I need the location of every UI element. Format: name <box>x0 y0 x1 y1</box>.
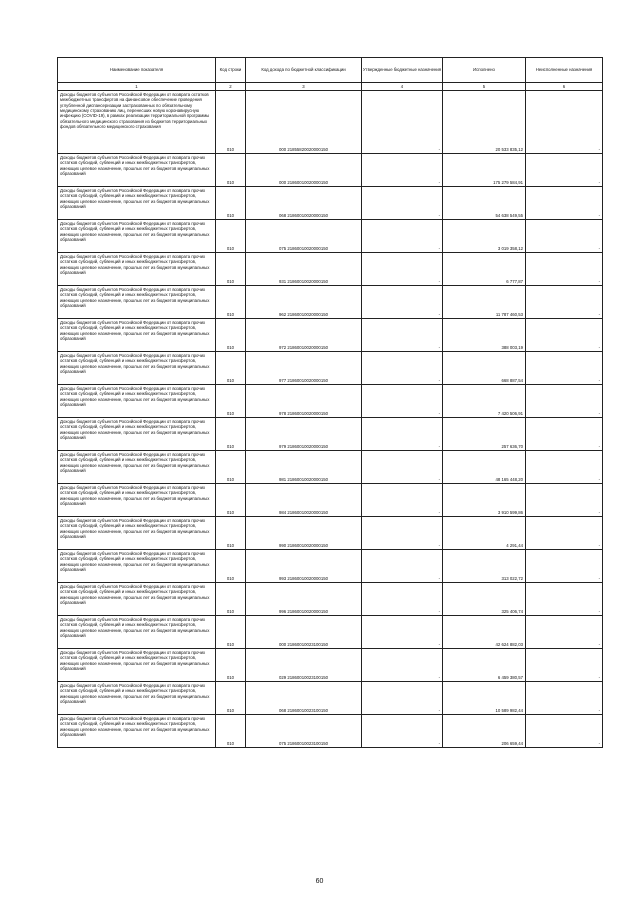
row-unexecuted: - <box>526 253 603 286</box>
row-execution: 668 887,54 <box>443 352 526 385</box>
row-execution: 42 624 882,03 <box>443 616 526 649</box>
row-approved: - <box>362 352 443 385</box>
table-row <box>58 385 603 418</box>
row-execution: 257 636,70 <box>443 418 526 451</box>
table-row <box>58 154 603 187</box>
row-name: Доходы бюджетов субъектов Российской Федерации от возврата прочих остатков субсидий, субвенций и иных межбюджетных трансфертов, имеющих целевое назначение, прошлых лет из бюджетов муниципальных образований <box>58 616 216 649</box>
row-unexecuted: - <box>526 649 603 682</box>
row-approved: - <box>362 319 443 352</box>
row-name: Доходы бюджетов субъектов Российской Федерации от возврата прочих остатков субсидий, субвенций и иных межбюджетных трансфертов, имеющих целевое назначение, прошлых лет из бюджетов муниципальных образований <box>58 187 216 220</box>
row-kbk: 979 21860010020000150 <box>246 418 362 451</box>
row-kbk: 000 21860010023100150 <box>246 616 362 649</box>
row-approved: - <box>362 91 443 154</box>
row-name: Доходы бюджетов субъектов Российской Федерации от возврата прочих остатков субсидий, субвенций и иных межбюджетных трансфертов, имеющих целевое назначение, прошлых лет из бюджетов муниципальных образований <box>58 715 216 748</box>
row-approved: - <box>362 517 443 550</box>
budget-execution-table <box>57 57 603 748</box>
row-unexecuted: - <box>526 715 603 748</box>
row-code: 010 <box>216 385 246 418</box>
row-code: 010 <box>216 616 246 649</box>
header-approved: Утвержденные бюджетные назначения <box>362 58 443 83</box>
row-approved: - <box>362 616 443 649</box>
row-kbk: 000 21855820020000150 <box>246 91 362 154</box>
row-kbk: 993 21860010020000150 <box>246 550 362 583</box>
row-code: 010 <box>216 319 246 352</box>
row-approved: - <box>362 649 443 682</box>
row-unexecuted: - <box>526 418 603 451</box>
row-code: 010 <box>216 517 246 550</box>
column-number: 2 <box>216 83 246 91</box>
row-execution: 3 019 358,12 <box>443 220 526 253</box>
row-kbk: 984 21860010020000150 <box>246 484 362 517</box>
row-code: 010 <box>216 220 246 253</box>
row-unexecuted: - <box>526 385 603 418</box>
header-name: Наименование показателя <box>58 58 216 83</box>
table-row <box>58 616 603 649</box>
row-code: 010 <box>216 649 246 682</box>
column-number: 3 <box>246 83 362 91</box>
row-kbk: 977 21860010020000150 <box>246 352 362 385</box>
row-execution: 54 638 549,55 <box>443 187 526 220</box>
header-kbk: Код дохода по бюджетной классификации <box>246 58 362 83</box>
row-execution: 206 659,44 <box>443 715 526 748</box>
table-row <box>58 220 603 253</box>
row-kbk: 075 21860010023100150 <box>246 715 362 748</box>
row-approved: - <box>362 715 443 748</box>
row-unexecuted: - <box>526 550 603 583</box>
row-execution: 7 420 506,91 <box>443 385 526 418</box>
row-kbk: 075 21860010020000150 <box>246 220 362 253</box>
row-name: Доходы бюджетов субъектов Российской Федерации от возврата прочих остатков субсидий, субвенций и иных межбюджетных трансфертов, имеющих целевое назначение, прошлых лет из бюджетов муниципальных образований <box>58 286 216 319</box>
row-kbk: 972 21860010020000150 <box>246 319 362 352</box>
row-execution: 325 406,74 <box>443 583 526 616</box>
table-row <box>58 517 603 550</box>
row-name: Доходы бюджетов субъектов Российской Федерации от возврата прочих остатков субсидий, субвенций и иных межбюджетных трансфертов, имеющих целевое назначение, прошлых лет из бюджетов муниципальных образований <box>58 385 216 418</box>
table-row <box>58 715 603 748</box>
row-code: 010 <box>216 484 246 517</box>
table-row <box>58 253 603 286</box>
page-number: 60 <box>315 878 324 885</box>
row-name: Доходы бюджетов субъектов Российской Федерации от возврата остатков межбюджетных трансфертов на финансовое обеспечение проведения углубленной диспансеризации застрахованных по обязательному медицинскому страхованию лиц, перенесших новую коронавирусную инфекцию (COVID-19), в рамках реализации территориальной программы обязательного медицинского страхования из бюджетов территориальных фондов обязательного медицинского страхования <box>58 91 216 154</box>
row-kbk: 068 21860010020000150 <box>246 187 362 220</box>
column-number: 6 <box>526 83 603 91</box>
row-approved: - <box>362 154 443 187</box>
row-approved: - <box>362 286 443 319</box>
table-row <box>58 682 603 715</box>
row-approved: - <box>362 220 443 253</box>
row-execution: 175 279 584,91 <box>443 154 526 187</box>
table-row <box>58 319 603 352</box>
row-name: Доходы бюджетов субъектов Российской Федерации от возврата прочих остатков субсидий, субвенций и иных межбюджетных трансфертов, имеющих целевое назначение, прошлых лет из бюджетов муниципальных образований <box>58 682 216 715</box>
row-unexecuted: - <box>526 187 603 220</box>
table-row <box>58 649 603 682</box>
row-kbk: 978 21860010020000150 <box>246 385 362 418</box>
row-kbk: 962 21860010020000150 <box>246 286 362 319</box>
row-name: Доходы бюджетов субъектов Российской Федерации от возврата прочих остатков субсидий, субвенций и иных межбюджетных трансфертов, имеющих целевое назначение, прошлых лет из бюджетов муниципальных образований <box>58 154 216 187</box>
row-code: 010 <box>216 550 246 583</box>
row-approved: - <box>362 451 443 484</box>
row-approved: - <box>362 418 443 451</box>
row-code: 010 <box>216 451 246 484</box>
row-name: Доходы бюджетов субъектов Российской Федерации от возврата прочих остатков субсидий, субвенций и иных межбюджетных трансфертов, имеющих целевое назначение, прошлых лет из бюджетов муниципальных образований <box>58 253 216 286</box>
table-row <box>58 583 603 616</box>
row-code: 010 <box>216 91 246 154</box>
row-execution: 6 777,87 <box>443 253 526 286</box>
row-execution: 388 003,19 <box>443 319 526 352</box>
table-row <box>58 352 603 385</box>
header-unexecuted: Неисполненные назначения <box>526 58 603 83</box>
row-kbk: 990 21860010020000150 <box>246 517 362 550</box>
row-execution: 48 165 448,20 <box>443 451 526 484</box>
table-row <box>58 451 603 484</box>
row-kbk: 000 21860010020000150 <box>246 154 362 187</box>
row-unexecuted: - <box>526 616 603 649</box>
row-unexecuted: - <box>526 286 603 319</box>
row-name: Доходы бюджетов субъектов Российской Федерации от возврата прочих остатков субсидий, субвенций и иных межбюджетных трансфертов, имеющих целевое назначение, прошлых лет из бюджетов муниципальных образований <box>58 418 216 451</box>
row-code: 010 <box>216 187 246 220</box>
row-code: 010 <box>216 715 246 748</box>
row-unexecuted: - <box>526 319 603 352</box>
row-name: Доходы бюджетов субъектов Российской Федерации от возврата прочих остатков субсидий, субвенций и иных межбюджетных трансфертов, имеющих целевое назначение, прошлых лет из бюджетов муниципальных образований <box>58 484 216 517</box>
table-row <box>58 484 603 517</box>
row-approved: - <box>362 583 443 616</box>
row-approved: - <box>362 385 443 418</box>
row-name: Доходы бюджетов субъектов Российской Федерации от возврата прочих остатков субсидий, субвенций и иных межбюджетных трансфертов, имеющих целевое назначение, прошлых лет из бюджетов муниципальных образований <box>58 517 216 550</box>
row-unexecuted: - <box>526 451 603 484</box>
row-code: 010 <box>216 253 246 286</box>
row-kbk: 981 21860010020000150 <box>246 451 362 484</box>
column-number: 1 <box>58 83 216 91</box>
row-name: Доходы бюджетов субъектов Российской Федерации от возврата прочих остатков субсидий, субвенций и иных межбюджетных трансфертов, имеющих целевое назначение, прошлых лет из бюджетов муниципальных образований <box>58 550 216 583</box>
row-execution: 11 787 460,53 <box>443 286 526 319</box>
row-code: 010 <box>216 352 246 385</box>
row-name: Доходы бюджетов субъектов Российской Федерации от возврата прочих остатков субсидий, субвенций и иных межбюджетных трансфертов, имеющих целевое назначение, прошлых лет из бюджетов муниципальных образований <box>58 352 216 385</box>
row-code: 010 <box>216 154 246 187</box>
column-number: 4 <box>362 83 443 91</box>
table-row <box>58 187 603 220</box>
column-number: 5 <box>443 83 526 91</box>
row-name: Доходы бюджетов субъектов Российской Федерации от возврата прочих остатков субсидий, субвенций и иных межбюджетных трансфертов, имеющих целевое назначение, прошлых лет из бюджетов муниципальных образований <box>58 220 216 253</box>
row-name: Доходы бюджетов субъектов Российской Федерации от возврата прочих остатков субсидий, субвенций и иных межбюджетных трансфертов, имеющих целевое назначение, прошлых лет из бюджетов муниципальных образований <box>58 583 216 616</box>
row-unexecuted: - <box>526 583 603 616</box>
row-unexecuted: - <box>526 220 603 253</box>
row-execution: 6 459 380,57 <box>443 649 526 682</box>
row-name: Доходы бюджетов субъектов Российской Федерации от возврата прочих остатков субсидий, субвенций и иных межбюджетных трансфертов, имеющих целевое назначение, прошлых лет из бюджетов муниципальных образований <box>58 649 216 682</box>
table-row <box>58 418 603 451</box>
row-code: 010 <box>216 286 246 319</box>
column-number-row <box>58 83 603 91</box>
row-kbk: 996 21860010020000150 <box>246 583 362 616</box>
row-unexecuted: - <box>526 91 603 154</box>
row-approved: - <box>362 550 443 583</box>
row-kbk: 068 21860010023100150 <box>246 682 362 715</box>
header-code: Код строки <box>216 58 246 83</box>
row-name: Доходы бюджетов субъектов Российской Федерации от возврата прочих остатков субсидий, субвенций и иных межбюджетных трансфертов, имеющих целевое назначение, прошлых лет из бюджетов муниципальных образований <box>58 319 216 352</box>
row-name: Доходы бюджетов субъектов Российской Федерации от возврата прочих остатков субсидий, субвенций и иных межбюджетных трансфертов, имеющих целевое назначение, прошлых лет из бюджетов муниципальных образований <box>58 451 216 484</box>
row-code: 010 <box>216 583 246 616</box>
row-execution: 10 589 982,44 <box>443 682 526 715</box>
row-execution: 313 022,72 <box>443 550 526 583</box>
table-header-row <box>58 58 603 83</box>
row-code: 010 <box>216 682 246 715</box>
row-execution: 20 533 835,12 <box>443 91 526 154</box>
row-execution: 4 291,44 <box>443 517 526 550</box>
row-unexecuted: - <box>526 154 603 187</box>
row-unexecuted: - <box>526 682 603 715</box>
row-approved: - <box>362 187 443 220</box>
row-approved: - <box>362 253 443 286</box>
row-unexecuted: - <box>526 484 603 517</box>
row-code: 010 <box>216 418 246 451</box>
table-row <box>58 550 603 583</box>
table-body <box>58 91 603 748</box>
table-row <box>58 91 603 154</box>
row-approved: - <box>362 682 443 715</box>
row-kbk: 931 21860010020000150 <box>246 253 362 286</box>
table-row <box>58 286 603 319</box>
row-unexecuted: - <box>526 352 603 385</box>
row-kbk: 029 21860010023100150 <box>246 649 362 682</box>
header-execution: Исполнено <box>443 58 526 83</box>
row-execution: 3 910 599,86 <box>443 484 526 517</box>
row-approved: - <box>362 484 443 517</box>
row-unexecuted: - <box>526 517 603 550</box>
